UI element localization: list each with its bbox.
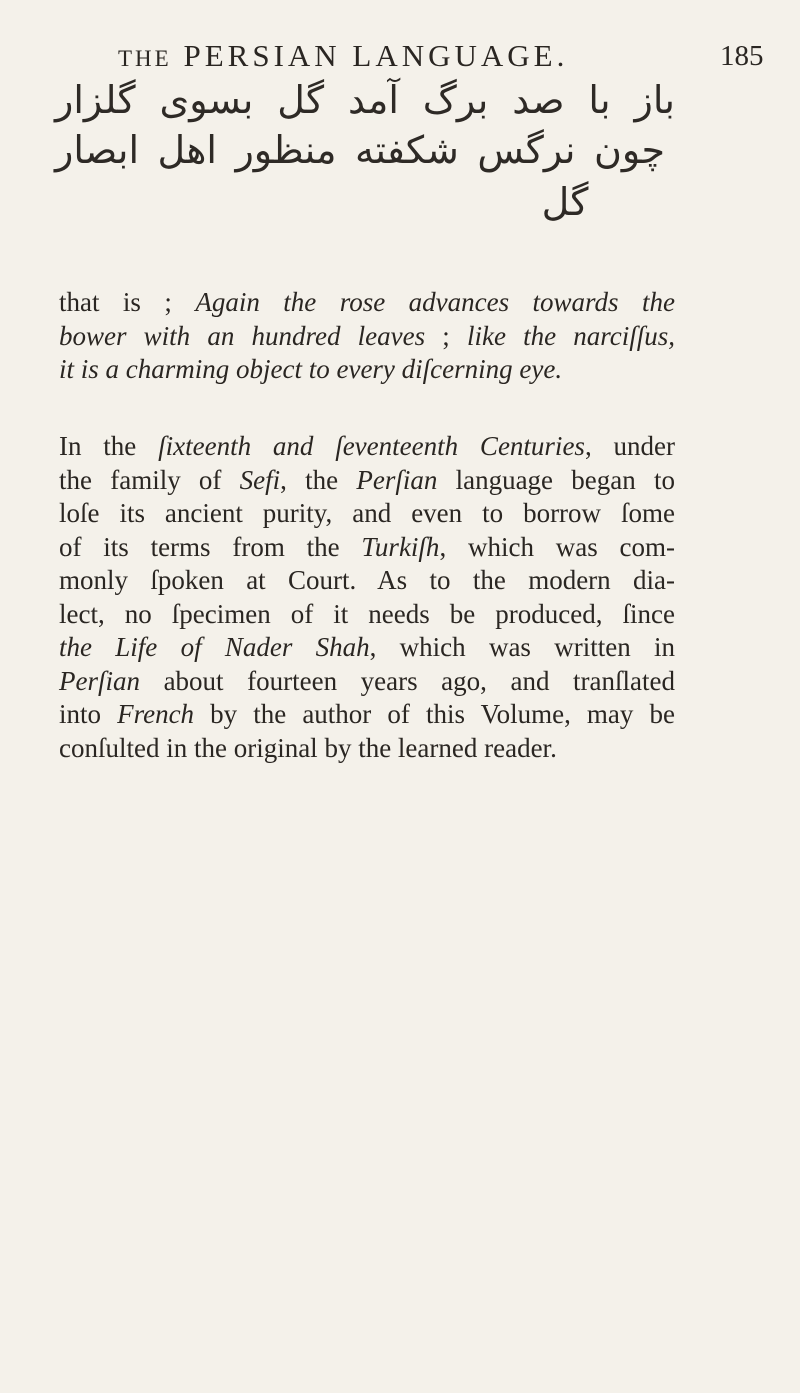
text-run: In the [59,431,159,461]
text-run: ; [425,320,467,351]
page-number: 185 [720,40,764,72]
body-line: lect, no ſpecimen of it needs be produced, ſince [59,598,675,629]
running-head [118,38,638,74]
text-run: , which was com- [439,531,675,562]
italic-text-run: like the narciſſus, [466,320,675,351]
persian-verse-line-1: باز با صد برگ آمد گل بسوی گلزار [55,78,675,122]
italic-text-run: Sefi [239,464,281,495]
body-line: monly ſpoken at Court. As to the modern dia- [59,565,675,595]
italic-text-run: Perſian [59,665,140,696]
italic-text-run: ſixteenth and ſeventeenth Centuries [158,431,585,461]
text-run: , the [280,464,357,495]
text-run: of its terms from the [59,531,362,562]
body-line [59,531,675,565]
persian-verse-line-2: چون نرگس شکفته منظور اهل ابصار [55,128,665,172]
text-run: by the author of this Volume, may be [194,699,675,729]
translation-line [59,286,675,320]
translation-line [59,320,675,354]
italic-text-run: it is a charming object to every diſcerning eye. [59,354,563,384]
text-run: the family of [59,464,240,495]
body-line [59,665,675,699]
body-line: loſe its ancient purity, and even to borrow ſome [59,498,675,528]
translation-paragraph [59,286,675,387]
italic-text-run: Perſian [356,464,438,495]
body-line [59,698,675,732]
body-line [59,631,675,665]
body-line: conſulted in the original by the learned reader. [59,732,557,763]
text-run: about fourteen years ago, and tranſlated [140,665,675,696]
text-run: , which was written in [369,632,675,662]
italic-text-run: bower with an hundred leaves [59,320,426,351]
italic-text-run: French [117,699,195,729]
body-line [59,464,675,498]
text-run: that is ; [59,287,196,317]
body-line [59,430,675,464]
running-head-title: PERSIAN LANGUAGE. [183,38,569,73]
persian-verse-line-3: گل [541,180,589,224]
text-run: into [59,699,118,729]
italic-text-run: Again the rose advances towards the [195,287,675,317]
italic-text-run: the Life of Nader Shah [59,632,370,662]
text-run: , under [584,431,675,461]
body-paragraph [59,430,675,765]
italic-text-run: Turkiſh [361,531,440,562]
text-run: language began to [437,464,675,495]
running-head-the: THE [118,46,172,71]
translation-line [59,353,675,387]
